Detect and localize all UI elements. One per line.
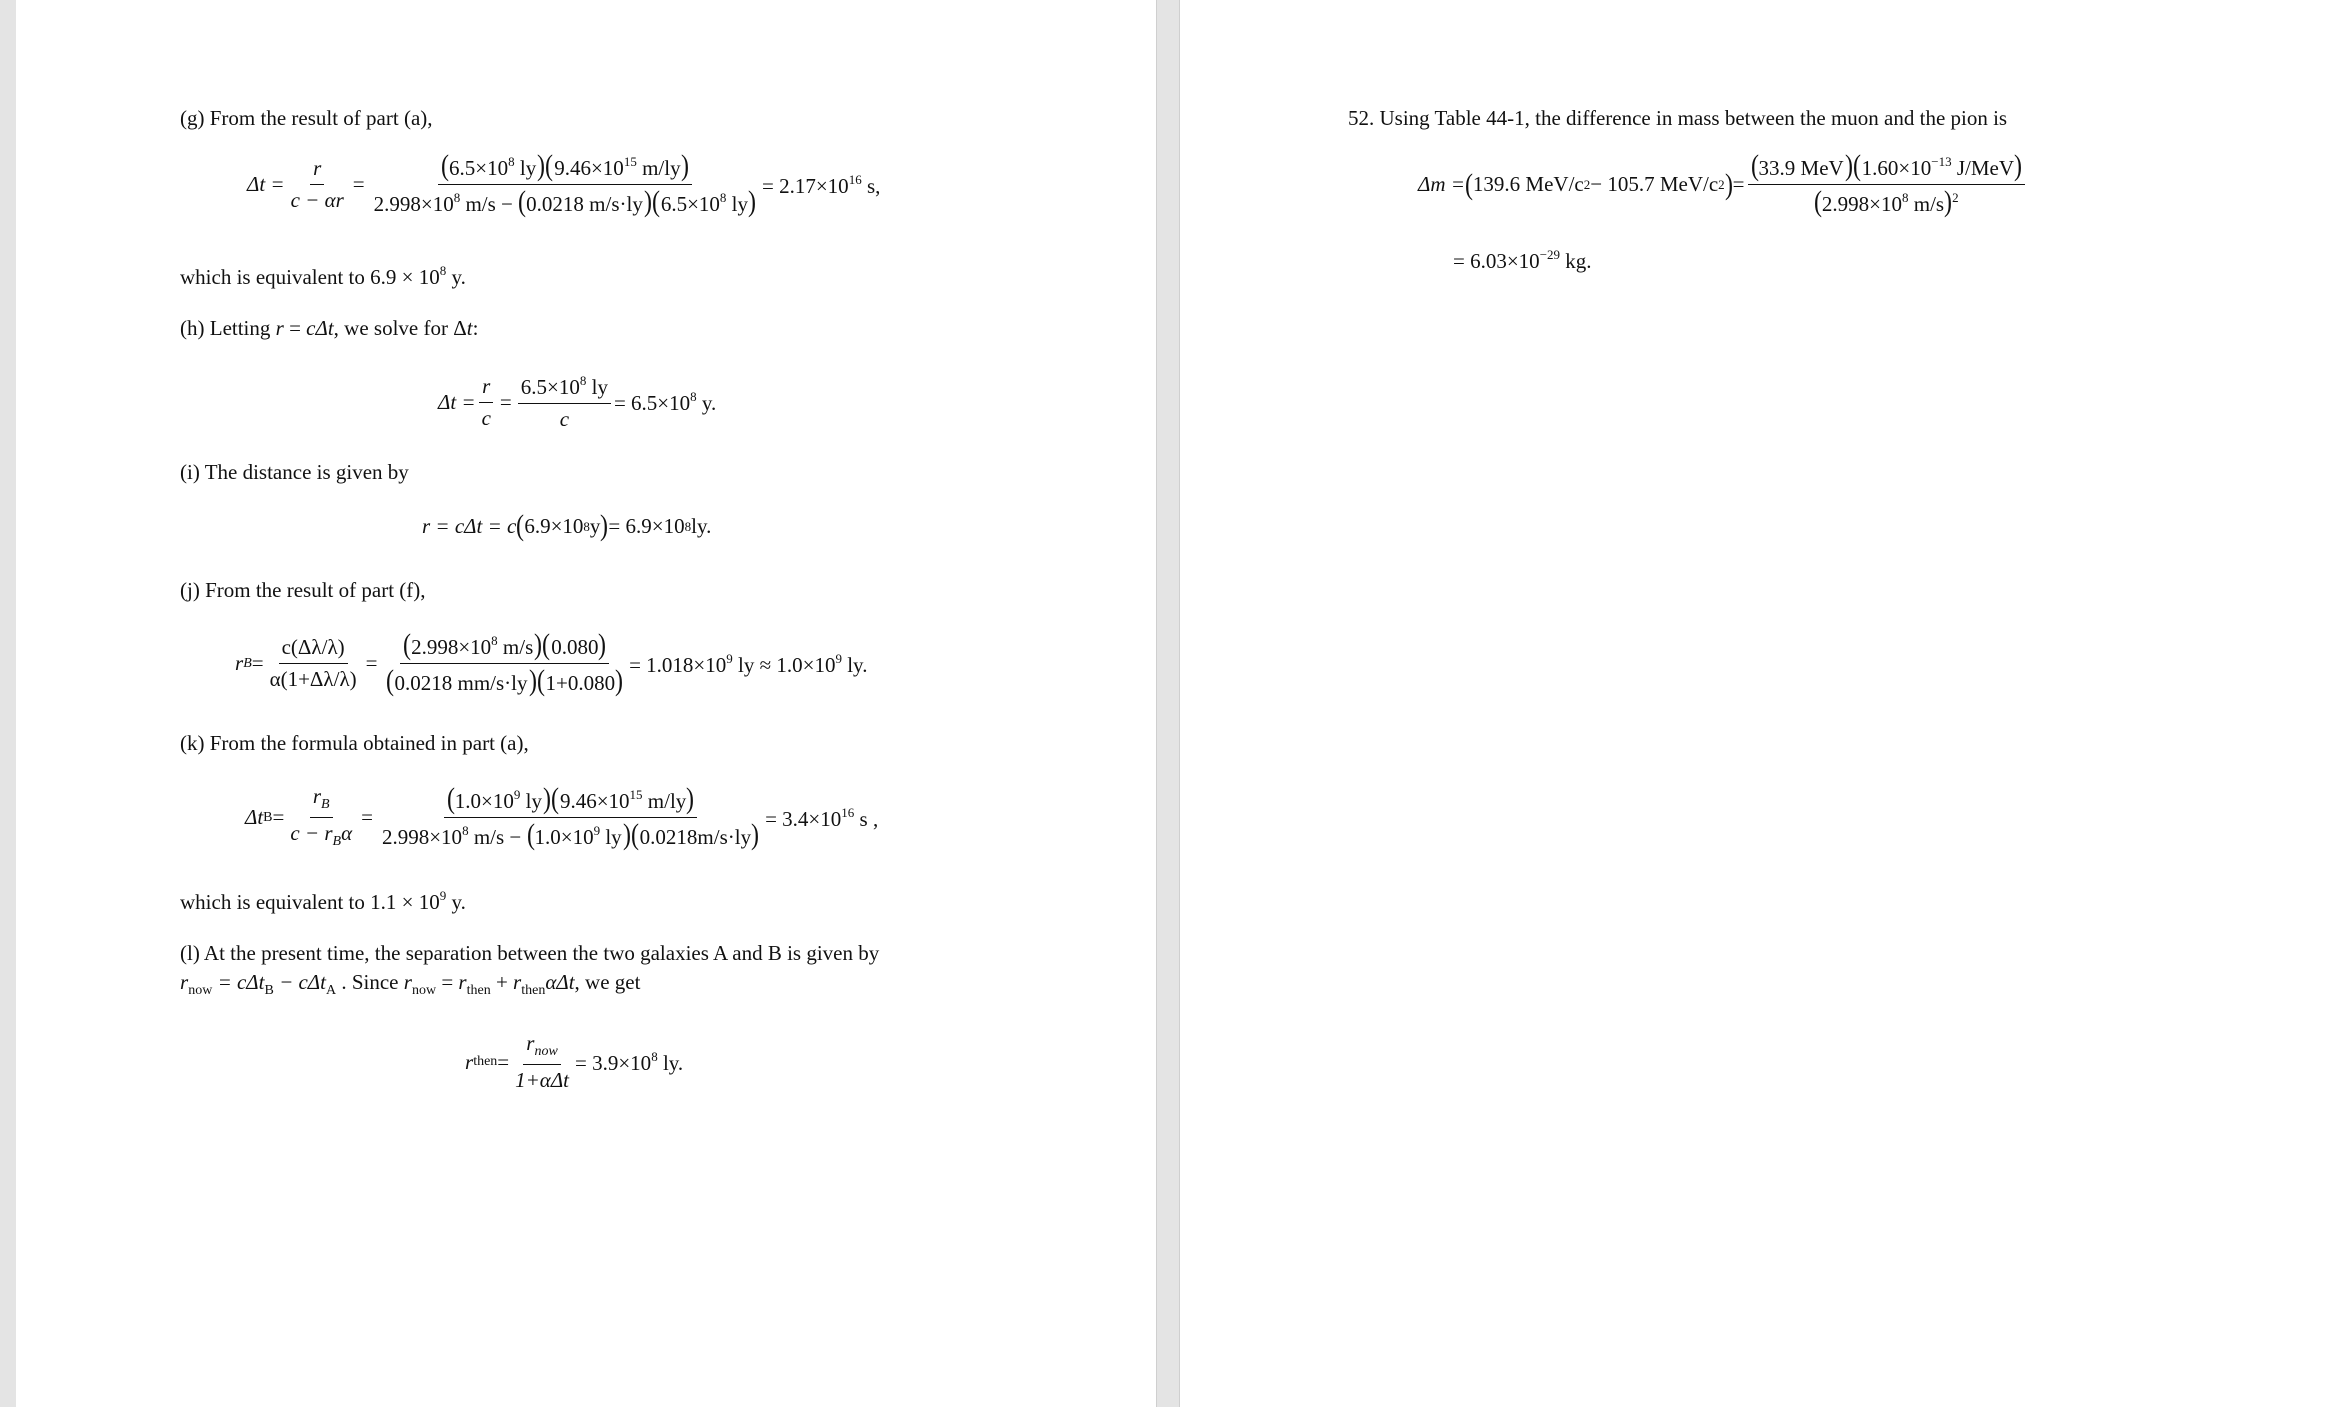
part-k-equivalent: which is equivalent to $1.1 \times 10^9$ y. [180,888,466,914]
page-divider [1179,0,1180,1407]
part-g-lhs: Δt = [247,172,285,196]
part-i-heading: (i) The distance is given by [180,460,409,484]
part-k-equation: Δt B = $\frac{r_B}{c - r_B\alpha}$ = $\frac{(1.0\times 10^9 ly)(9.46\times 10^{15} m/ly)}{2.998\times 10^8 m/s - (1.0\times 10^9 ly)(0.0218m/s\cdot ly)}$ = $3.4\times 10^{16}$ s , [245,782,879,851]
part-g-equation: Δt = $\frac{r}{c - \alpha r}$ = $\frac{(6.5\times 10^8 ly)(9.46\times 10^{15} m/ly)}{2.998\times 10^8 m/s - (0.0218 m/s\cdot ly)(6.5\times 10^8 ly)}$ = $2.17\times 10^{16}$ s, [247,149,881,218]
part-k-result: = $3.4\times 10^{16}$ s , [765,804,879,831]
part-g-heading: (g) From the result of part (a), [180,106,433,130]
part-l-equation: r then = $\frac{r_{now}}{\text{1+αΔt}}$ = $3.9\times 10^8$ ly. [465,1031,684,1092]
part-l-result: = $3.9\times 10^8$ ly. [575,1049,684,1075]
part-h-result: = $6.5\times 10^8$ y. [613,389,717,415]
part-k-heading: (k) From the formula obtained in part (a), [180,731,529,755]
problem-52-heading: 52. Using Table 44-1, the difference in mass between the muon and the pion is [1348,106,2008,130]
page-divider [1156,0,1157,1407]
part-j-heading: (j) From the result of part (f), [180,578,426,602]
part-i-equation: r = cΔt = c ( 6.9×10 8 y ) = 6.9×10 8 ly. [422,509,712,542]
part-j-result: = $1.018\times 10^9$ ly ≈ $1.0\times 10^9$ ly. [629,650,868,677]
part-h-equation: Δt = $\frac{r}{c}$ = $\frac{6.5\times 10^8 ly}{c}$ = $6.5\times 10^8$ y. [438,373,717,431]
part-l-line-2: $r_{now} = c\Delta t_B - c\Delta t_A$ . Since $r_{now} = r_{then} + r_{then}\alpha\Delta t$, we get [180,970,641,998]
part-l-line-1: (l) At the present time, the separation between the two galaxies A and B is given by [180,941,880,965]
part-g-equivalent: which is equivalent to $6.9 \times 10^8$ y. [180,263,466,289]
problem-52-equation: Δm = ( 139.6 MeV/c 2 − 105.7 MeV/c 2 ) = $\frac{(33.9 MeV)(1.60\times 10^{-13} J/MeV)}{(2.998\times 10^8 m/s)^2}$ [1418,154,2028,215]
part-g-fraction-1: $\frac{r}{c - \alpha r}$ [290,156,344,212]
part-h-heading: (h) Letting r = cΔt, we solve for Δt: [180,316,479,340]
problem-52-result: = $6.03\times 10^{-29}$ kg. [1453,247,1592,273]
part-g-result: = $2.17\times 10^{16}$ s, [762,171,881,198]
part-j-equation: r B = $\frac{c(\Delta\lambda/\lambda)}{\alpha(1+\Delta\lambda/\lambda)}$ = $\frac{(2.998\times 10^8 m/s)(0.080)}{(0.0218 mm/s\cdot ly)(1+0.080)}$ = $1.018\times 10^9$ ly ≈ $1.0\times 10^9$ ly. [235,628,868,697]
part-g-fraction-2: $\frac{(6.5\times 10^8 ly)(9.46\times 10^{15} m/ly)}{2.998\times 10^8 m/s - (0.0218 m/s\cdot ly)(6.5\times 10^8 ly)}$ [373,149,756,218]
